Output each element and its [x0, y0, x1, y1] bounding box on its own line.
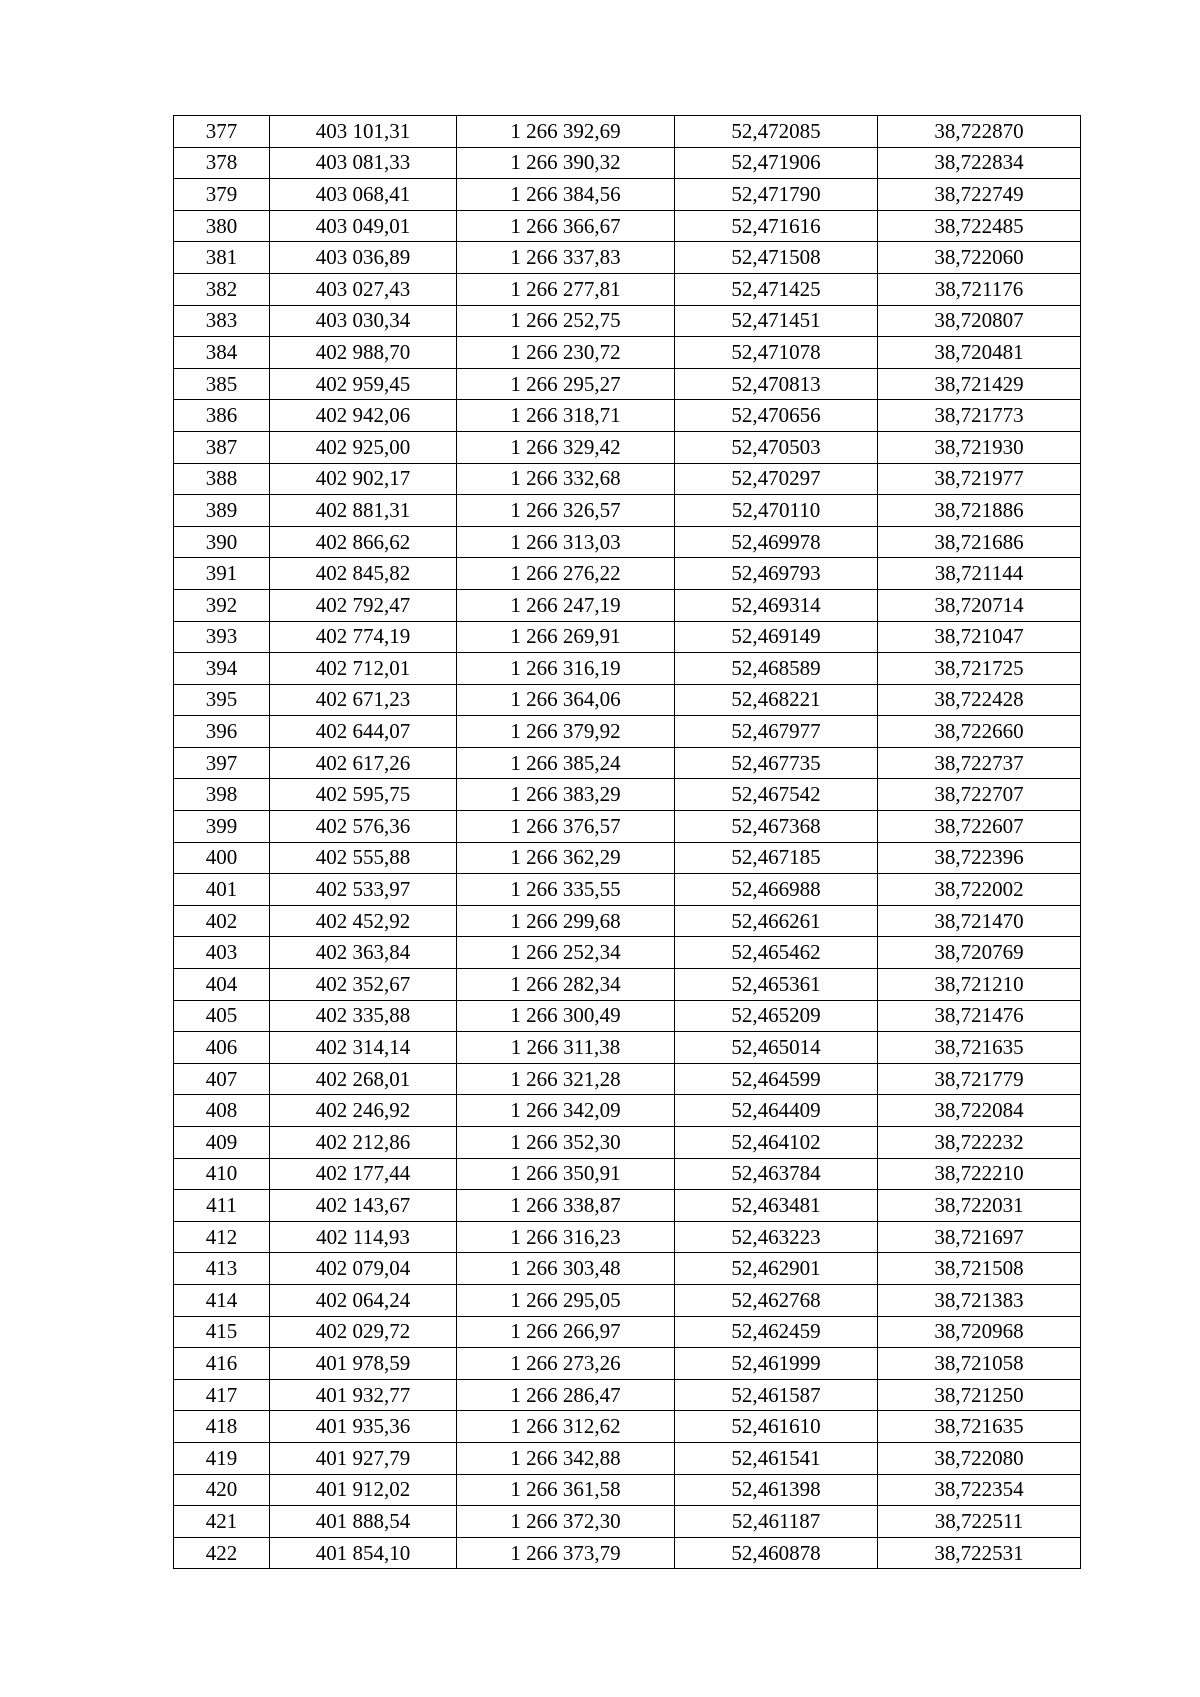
longitude-cell: 38,722232 [878, 1127, 1081, 1159]
longitude-cell: 38,721697 [878, 1221, 1081, 1253]
x-coordinate-cell: 403 030,34 [270, 305, 457, 337]
x-coordinate-cell: 402 988,70 [270, 337, 457, 369]
longitude-cell: 38,721047 [878, 621, 1081, 653]
latitude-cell: 52,463481 [675, 1190, 878, 1222]
table-row [174, 558, 1081, 590]
point-number-cell: 403 [174, 937, 270, 969]
longitude-cell: 38,721977 [878, 463, 1081, 495]
table-row [174, 716, 1081, 748]
point-number-cell: 401 [174, 874, 270, 906]
point-number-cell: 405 [174, 1000, 270, 1032]
point-number-cell: 413 [174, 1253, 270, 1285]
y-coordinate-cell: 1 266 379,92 [457, 716, 675, 748]
point-number-cell: 383 [174, 305, 270, 337]
x-coordinate-cell: 402 866,62 [270, 526, 457, 558]
table-row [174, 242, 1081, 274]
point-number-cell: 415 [174, 1316, 270, 1348]
table-row [174, 937, 1081, 969]
table-row [174, 653, 1081, 685]
point-number-cell: 390 [174, 526, 270, 558]
y-coordinate-cell: 1 266 332,68 [457, 463, 675, 495]
latitude-cell: 52,469149 [675, 621, 878, 653]
table-row [174, 337, 1081, 369]
longitude-cell: 38,722210 [878, 1158, 1081, 1190]
x-coordinate-cell: 402 064,24 [270, 1284, 457, 1316]
latitude-cell: 52,470813 [675, 368, 878, 400]
x-coordinate-cell: 402 902,17 [270, 463, 457, 495]
point-number-cell: 408 [174, 1095, 270, 1127]
y-coordinate-cell: 1 266 335,55 [457, 874, 675, 906]
y-coordinate-cell: 1 266 295,05 [457, 1284, 675, 1316]
y-coordinate-cell: 1 266 273,26 [457, 1348, 675, 1380]
latitude-cell: 52,461610 [675, 1411, 878, 1443]
point-number-cell: 416 [174, 1348, 270, 1380]
point-number-cell: 397 [174, 747, 270, 779]
latitude-cell: 52,472085 [675, 116, 878, 148]
x-coordinate-cell: 401 854,10 [270, 1537, 457, 1569]
point-number-cell: 377 [174, 116, 270, 148]
y-coordinate-cell: 1 266 247,19 [457, 589, 675, 621]
longitude-cell: 38,720481 [878, 337, 1081, 369]
y-coordinate-cell: 1 266 299,68 [457, 905, 675, 937]
latitude-cell: 52,463223 [675, 1221, 878, 1253]
y-coordinate-cell: 1 266 376,57 [457, 811, 675, 843]
table-row [174, 400, 1081, 432]
y-coordinate-cell: 1 266 384,56 [457, 179, 675, 211]
point-number-cell: 388 [174, 463, 270, 495]
longitude-cell: 38,721250 [878, 1379, 1081, 1411]
table-row [174, 1032, 1081, 1064]
point-number-cell: 412 [174, 1221, 270, 1253]
latitude-cell: 52,461398 [675, 1474, 878, 1506]
table-row [174, 273, 1081, 305]
longitude-cell: 38,722749 [878, 179, 1081, 211]
longitude-cell: 38,721429 [878, 368, 1081, 400]
latitude-cell: 52,469314 [675, 589, 878, 621]
longitude-cell: 38,722834 [878, 147, 1081, 179]
point-number-cell: 400 [174, 842, 270, 874]
x-coordinate-cell: 402 452,92 [270, 905, 457, 937]
longitude-cell: 38,721930 [878, 431, 1081, 463]
y-coordinate-cell: 1 266 286,47 [457, 1379, 675, 1411]
table-row [174, 495, 1081, 527]
point-number-cell: 385 [174, 368, 270, 400]
y-coordinate-cell: 1 266 282,34 [457, 969, 675, 1001]
x-coordinate-cell: 401 935,36 [270, 1411, 457, 1443]
table-row [174, 1127, 1081, 1159]
x-coordinate-cell: 402 268,01 [270, 1063, 457, 1095]
y-coordinate-cell: 1 266 329,42 [457, 431, 675, 463]
y-coordinate-cell: 1 266 352,30 [457, 1127, 675, 1159]
point-number-cell: 406 [174, 1032, 270, 1064]
latitude-cell: 52,461187 [675, 1506, 878, 1538]
table-row [174, 747, 1081, 779]
table-row [174, 874, 1081, 906]
x-coordinate-cell: 402 314,14 [270, 1032, 457, 1064]
table-row [174, 1190, 1081, 1222]
longitude-cell: 38,722531 [878, 1537, 1081, 1569]
point-number-cell: 379 [174, 179, 270, 211]
longitude-cell: 38,722428 [878, 684, 1081, 716]
longitude-cell: 38,720714 [878, 589, 1081, 621]
longitude-cell: 38,722060 [878, 242, 1081, 274]
latitude-cell: 52,464599 [675, 1063, 878, 1095]
y-coordinate-cell: 1 266 312,62 [457, 1411, 675, 1443]
longitude-cell: 38,722511 [878, 1506, 1081, 1538]
x-coordinate-cell: 402 774,19 [270, 621, 457, 653]
y-coordinate-cell: 1 266 230,72 [457, 337, 675, 369]
table-row [174, 179, 1081, 211]
table-row [174, 147, 1081, 179]
latitude-cell: 52,466988 [675, 874, 878, 906]
x-coordinate-cell: 401 912,02 [270, 1474, 457, 1506]
point-number-cell: 420 [174, 1474, 270, 1506]
latitude-cell: 52,463784 [675, 1158, 878, 1190]
y-coordinate-cell: 1 266 321,28 [457, 1063, 675, 1095]
longitude-cell: 38,721144 [878, 558, 1081, 590]
latitude-cell: 52,471906 [675, 147, 878, 179]
table-row [174, 589, 1081, 621]
point-number-cell: 384 [174, 337, 270, 369]
x-coordinate-cell: 402 925,00 [270, 431, 457, 463]
point-number-cell: 389 [174, 495, 270, 527]
x-coordinate-cell: 402 617,26 [270, 747, 457, 779]
longitude-cell: 38,721779 [878, 1063, 1081, 1095]
point-number-cell: 380 [174, 210, 270, 242]
longitude-cell: 38,721470 [878, 905, 1081, 937]
table-row [174, 1158, 1081, 1190]
latitude-cell: 52,462768 [675, 1284, 878, 1316]
x-coordinate-cell: 402 671,23 [270, 684, 457, 716]
point-number-cell: 414 [174, 1284, 270, 1316]
x-coordinate-cell: 403 101,31 [270, 116, 457, 148]
x-coordinate-cell: 402 029,72 [270, 1316, 457, 1348]
y-coordinate-cell: 1 266 295,27 [457, 368, 675, 400]
table-row [174, 1316, 1081, 1348]
latitude-cell: 52,470656 [675, 400, 878, 432]
x-coordinate-cell: 402 595,75 [270, 779, 457, 811]
table-row [174, 905, 1081, 937]
y-coordinate-cell: 1 266 337,83 [457, 242, 675, 274]
point-number-cell: 419 [174, 1442, 270, 1474]
y-coordinate-cell: 1 266 303,48 [457, 1253, 675, 1285]
latitude-cell: 52,464409 [675, 1095, 878, 1127]
latitude-cell: 52,471078 [675, 337, 878, 369]
longitude-cell: 38,722031 [878, 1190, 1081, 1222]
table-row [174, 1474, 1081, 1506]
longitude-cell: 38,722084 [878, 1095, 1081, 1127]
latitude-cell: 52,466261 [675, 905, 878, 937]
x-coordinate-cell: 401 932,77 [270, 1379, 457, 1411]
y-coordinate-cell: 1 266 316,23 [457, 1221, 675, 1253]
y-coordinate-cell: 1 266 366,67 [457, 210, 675, 242]
x-coordinate-cell: 402 143,67 [270, 1190, 457, 1222]
point-number-cell: 418 [174, 1411, 270, 1443]
longitude-cell: 38,722002 [878, 874, 1081, 906]
table-row [174, 1253, 1081, 1285]
point-number-cell: 396 [174, 716, 270, 748]
coordinates-table [173, 115, 1081, 1569]
table-row [174, 1506, 1081, 1538]
point-number-cell: 398 [174, 779, 270, 811]
point-number-cell: 382 [174, 273, 270, 305]
x-coordinate-cell: 402 212,86 [270, 1127, 457, 1159]
table-row [174, 463, 1081, 495]
longitude-cell: 38,721773 [878, 400, 1081, 432]
longitude-cell: 38,722607 [878, 811, 1081, 843]
latitude-cell: 52,471616 [675, 210, 878, 242]
point-number-cell: 395 [174, 684, 270, 716]
x-coordinate-cell: 402 845,82 [270, 558, 457, 590]
point-number-cell: 410 [174, 1158, 270, 1190]
table-row [174, 210, 1081, 242]
latitude-cell: 52,461587 [675, 1379, 878, 1411]
table-row [174, 1000, 1081, 1032]
longitude-cell: 38,722396 [878, 842, 1081, 874]
latitude-cell: 52,462901 [675, 1253, 878, 1285]
longitude-cell: 38,721176 [878, 273, 1081, 305]
latitude-cell: 52,468589 [675, 653, 878, 685]
y-coordinate-cell: 1 266 316,19 [457, 653, 675, 685]
table-row [174, 779, 1081, 811]
y-coordinate-cell: 1 266 326,57 [457, 495, 675, 527]
longitude-cell: 38,722485 [878, 210, 1081, 242]
longitude-cell: 38,722707 [878, 779, 1081, 811]
x-coordinate-cell: 403 027,43 [270, 273, 457, 305]
longitude-cell: 38,722870 [878, 116, 1081, 148]
x-coordinate-cell: 402 177,44 [270, 1158, 457, 1190]
y-coordinate-cell: 1 266 342,09 [457, 1095, 675, 1127]
latitude-cell: 52,471790 [675, 179, 878, 211]
latitude-cell: 52,468221 [675, 684, 878, 716]
latitude-cell: 52,465209 [675, 1000, 878, 1032]
longitude-cell: 38,722737 [878, 747, 1081, 779]
table-row [174, 368, 1081, 400]
longitude-cell: 38,721635 [878, 1032, 1081, 1064]
latitude-cell: 52,461999 [675, 1348, 878, 1380]
point-number-cell: 409 [174, 1127, 270, 1159]
x-coordinate-cell: 402 576,36 [270, 811, 457, 843]
longitude-cell: 38,722660 [878, 716, 1081, 748]
x-coordinate-cell: 402 792,47 [270, 589, 457, 621]
longitude-cell: 38,721210 [878, 969, 1081, 1001]
point-number-cell: 394 [174, 653, 270, 685]
y-coordinate-cell: 1 266 269,91 [457, 621, 675, 653]
y-coordinate-cell: 1 266 350,91 [457, 1158, 675, 1190]
x-coordinate-cell: 401 888,54 [270, 1506, 457, 1538]
y-coordinate-cell: 1 266 362,29 [457, 842, 675, 874]
x-coordinate-cell: 403 081,33 [270, 147, 457, 179]
latitude-cell: 52,467185 [675, 842, 878, 874]
point-number-cell: 381 [174, 242, 270, 274]
table-row [174, 1537, 1081, 1569]
y-coordinate-cell: 1 266 311,38 [457, 1032, 675, 1064]
longitude-cell: 38,720769 [878, 937, 1081, 969]
x-coordinate-cell: 402 352,67 [270, 969, 457, 1001]
longitude-cell: 38,721058 [878, 1348, 1081, 1380]
x-coordinate-cell: 401 978,59 [270, 1348, 457, 1380]
x-coordinate-cell: 402 246,92 [270, 1095, 457, 1127]
point-number-cell: 404 [174, 969, 270, 1001]
table-row [174, 684, 1081, 716]
y-coordinate-cell: 1 266 364,06 [457, 684, 675, 716]
table-row [174, 526, 1081, 558]
table-row [174, 842, 1081, 874]
point-number-cell: 417 [174, 1379, 270, 1411]
table-row [174, 621, 1081, 653]
longitude-cell: 38,720807 [878, 305, 1081, 337]
y-coordinate-cell: 1 266 252,34 [457, 937, 675, 969]
longitude-cell: 38,721686 [878, 526, 1081, 558]
point-number-cell: 411 [174, 1190, 270, 1222]
latitude-cell: 52,470297 [675, 463, 878, 495]
table-row [174, 116, 1081, 148]
y-coordinate-cell: 1 266 277,81 [457, 273, 675, 305]
x-coordinate-cell: 403 068,41 [270, 179, 457, 211]
latitude-cell: 52,460878 [675, 1537, 878, 1569]
point-number-cell: 386 [174, 400, 270, 432]
latitude-cell: 52,467735 [675, 747, 878, 779]
latitude-cell: 52,470503 [675, 431, 878, 463]
point-number-cell: 422 [174, 1537, 270, 1569]
latitude-cell: 52,470110 [675, 495, 878, 527]
y-coordinate-cell: 1 266 361,58 [457, 1474, 675, 1506]
point-number-cell: 402 [174, 905, 270, 937]
latitude-cell: 52,471508 [675, 242, 878, 274]
x-coordinate-cell: 402 533,97 [270, 874, 457, 906]
table-row [174, 1379, 1081, 1411]
point-number-cell: 407 [174, 1063, 270, 1095]
x-coordinate-cell: 402 881,31 [270, 495, 457, 527]
y-coordinate-cell: 1 266 372,30 [457, 1506, 675, 1538]
latitude-cell: 52,467542 [675, 779, 878, 811]
latitude-cell: 52,465462 [675, 937, 878, 969]
y-coordinate-cell: 1 266 300,49 [457, 1000, 675, 1032]
latitude-cell: 52,467368 [675, 811, 878, 843]
latitude-cell: 52,467977 [675, 716, 878, 748]
x-coordinate-cell: 402 959,45 [270, 368, 457, 400]
table-row [174, 1063, 1081, 1095]
table-row [174, 1348, 1081, 1380]
x-coordinate-cell: 402 114,93 [270, 1221, 457, 1253]
table-row [174, 811, 1081, 843]
latitude-cell: 52,471451 [675, 305, 878, 337]
table-row [174, 305, 1081, 337]
point-number-cell: 387 [174, 431, 270, 463]
x-coordinate-cell: 401 927,79 [270, 1442, 457, 1474]
x-coordinate-cell: 402 335,88 [270, 1000, 457, 1032]
table-row [174, 431, 1081, 463]
point-number-cell: 392 [174, 589, 270, 621]
table-row [174, 1095, 1081, 1127]
x-coordinate-cell: 402 712,01 [270, 653, 457, 685]
y-coordinate-cell: 1 266 252,75 [457, 305, 675, 337]
latitude-cell: 52,469978 [675, 526, 878, 558]
y-coordinate-cell: 1 266 342,88 [457, 1442, 675, 1474]
y-coordinate-cell: 1 266 276,22 [457, 558, 675, 590]
point-number-cell: 393 [174, 621, 270, 653]
longitude-cell: 38,720968 [878, 1316, 1081, 1348]
latitude-cell: 52,471425 [675, 273, 878, 305]
latitude-cell: 52,465361 [675, 969, 878, 1001]
table-row [174, 1284, 1081, 1316]
y-coordinate-cell: 1 266 338,87 [457, 1190, 675, 1222]
table-row [174, 1411, 1081, 1443]
longitude-cell: 38,721383 [878, 1284, 1081, 1316]
table-row [174, 1221, 1081, 1253]
coordinates-table-body [174, 116, 1081, 1569]
y-coordinate-cell: 1 266 392,69 [457, 116, 675, 148]
point-number-cell: 378 [174, 147, 270, 179]
table-row [174, 969, 1081, 1001]
point-number-cell: 391 [174, 558, 270, 590]
x-coordinate-cell: 403 049,01 [270, 210, 457, 242]
x-coordinate-cell: 402 644,07 [270, 716, 457, 748]
y-coordinate-cell: 1 266 318,71 [457, 400, 675, 432]
longitude-cell: 38,721635 [878, 1411, 1081, 1443]
y-coordinate-cell: 1 266 266,97 [457, 1316, 675, 1348]
latitude-cell: 52,469793 [675, 558, 878, 590]
x-coordinate-cell: 402 079,04 [270, 1253, 457, 1285]
longitude-cell: 38,721886 [878, 495, 1081, 527]
x-coordinate-cell: 402 555,88 [270, 842, 457, 874]
x-coordinate-cell: 402 363,84 [270, 937, 457, 969]
table-row [174, 1442, 1081, 1474]
y-coordinate-cell: 1 266 373,79 [457, 1537, 675, 1569]
x-coordinate-cell: 402 942,06 [270, 400, 457, 432]
y-coordinate-cell: 1 266 385,24 [457, 747, 675, 779]
latitude-cell: 52,464102 [675, 1127, 878, 1159]
y-coordinate-cell: 1 266 313,03 [457, 526, 675, 558]
latitude-cell: 52,461541 [675, 1442, 878, 1474]
y-coordinate-cell: 1 266 390,32 [457, 147, 675, 179]
longitude-cell: 38,722080 [878, 1442, 1081, 1474]
latitude-cell: 52,462459 [675, 1316, 878, 1348]
x-coordinate-cell: 403 036,89 [270, 242, 457, 274]
longitude-cell: 38,721725 [878, 653, 1081, 685]
latitude-cell: 52,465014 [675, 1032, 878, 1064]
point-number-cell: 421 [174, 1506, 270, 1538]
longitude-cell: 38,721508 [878, 1253, 1081, 1285]
longitude-cell: 38,721476 [878, 1000, 1081, 1032]
y-coordinate-cell: 1 266 383,29 [457, 779, 675, 811]
point-number-cell: 399 [174, 811, 270, 843]
longitude-cell: 38,722354 [878, 1474, 1081, 1506]
